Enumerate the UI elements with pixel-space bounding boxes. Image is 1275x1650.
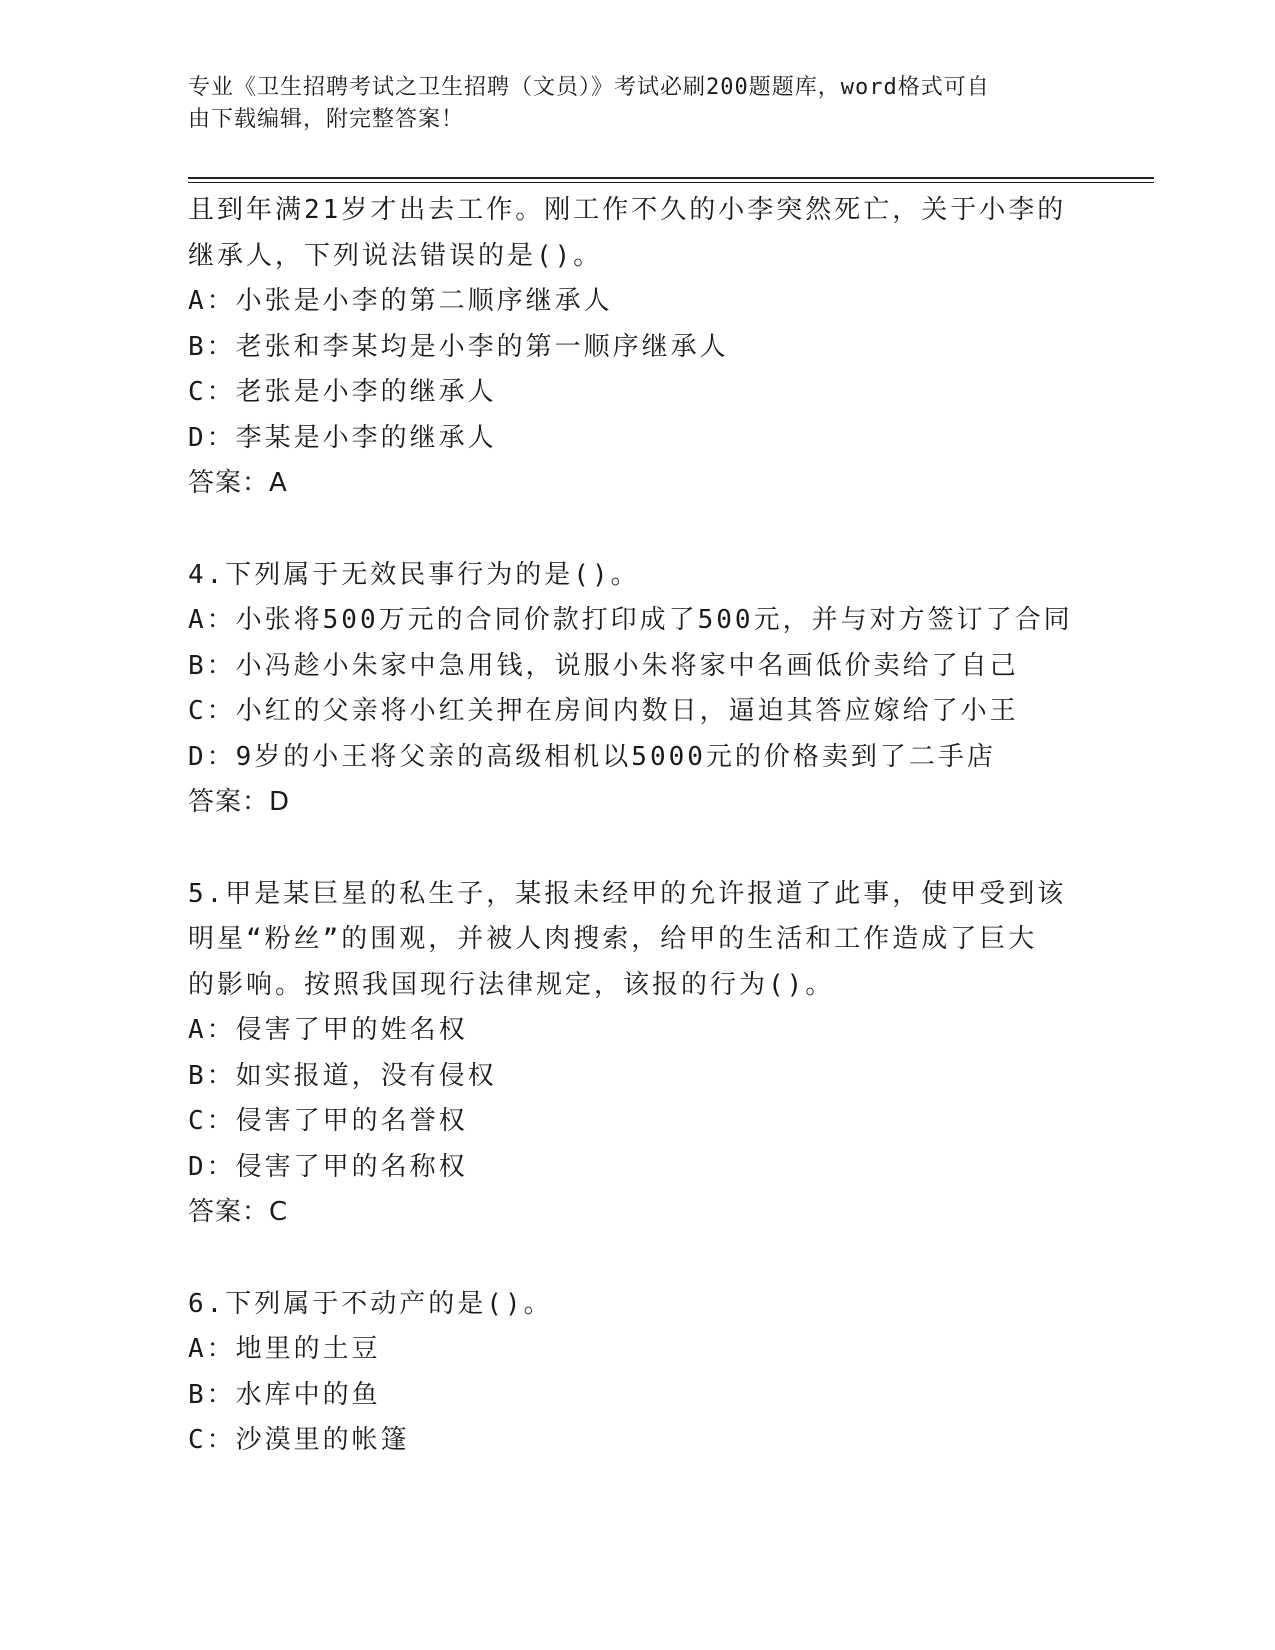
header-title-line-1: 专业《卫生招聘考试之卫生招聘（文员）》考试必刷200题题库，word格式可自 — [188, 75, 990, 100]
spacer — [188, 826, 1154, 872]
spacer — [188, 1236, 1154, 1282]
question-stem-line: 且到年满21岁才出去工作。刚工作不久的小李突然死亡，关于小李的 — [188, 195, 1067, 225]
option-b: B：小冯趁小朱家中急用钱，说服小朱将家中名画低价卖给了自己 — [188, 650, 1019, 681]
option-b: B：水库中的鱼 — [188, 1379, 381, 1410]
answer-line: 答案：C — [188, 1197, 289, 1227]
option-a: A：小张将500万元的合同价款打印成了500元，并与对方签订了合同 — [188, 605, 1073, 635]
answer-line: 答案：D — [188, 787, 291, 817]
question-stem-line: 的影响。按照我国现行法律规定，该报的行为()。 — [188, 969, 835, 1000]
answer-line: 答案：A — [188, 468, 288, 498]
option-d: D：9岁的小王将父亲的高级相机以5000元的价格卖到了二手店 — [188, 741, 996, 772]
question-stem-line: 继承人，下列说法错误的是()。 — [188, 240, 603, 271]
option-a: A：地里的土豆 — [188, 1334, 381, 1364]
header-title-line-2: 由下载编辑，附完整答案！ — [188, 107, 465, 132]
option-c: C：沙漠里的帐篷 — [188, 1425, 410, 1455]
question-5 — [188, 872, 1154, 1236]
question-3 — [188, 188, 1154, 507]
question-6 — [188, 1282, 1154, 1464]
option-d: D：侵害了甲的名称权 — [188, 1151, 468, 1182]
question-stem-line: 5.甲是某巨星的私生子，某报未经甲的允许报道了此事，使甲受到该 — [188, 878, 1067, 909]
question-list — [188, 188, 1154, 1464]
option-c: C：侵害了甲的名誉权 — [188, 1106, 468, 1136]
question-stem-line: 6.下列属于不动产的是()。 — [188, 1288, 553, 1319]
option-a: A：侵害了甲的姓名权 — [188, 1015, 468, 1045]
option-a: A：小张是小李的第二顺序继承人 — [188, 286, 613, 316]
option-b: B：老张和李某均是小李的第一顺序继承人 — [188, 331, 729, 362]
document-header — [188, 72, 1068, 136]
question-4 — [188, 553, 1154, 826]
option-d: D：李某是小李的继承人 — [188, 422, 497, 453]
spacer — [188, 507, 1154, 553]
option-c: C：老张是小李的继承人 — [188, 377, 497, 407]
header-divider — [188, 177, 1154, 183]
option-b: B：如实报道，没有侵权 — [188, 1060, 497, 1091]
question-stem-line: 4.下列属于无效民事行为的是()。 — [188, 559, 640, 590]
question-stem-line: 明星“粉丝”的围观，并被人肉搜索，给甲的生活和工作造成了巨大 — [188, 924, 1038, 954]
option-c: C：小红的父亲将小红关押在房间内数日，逼迫其答应嫁给了小王 — [188, 696, 1019, 726]
